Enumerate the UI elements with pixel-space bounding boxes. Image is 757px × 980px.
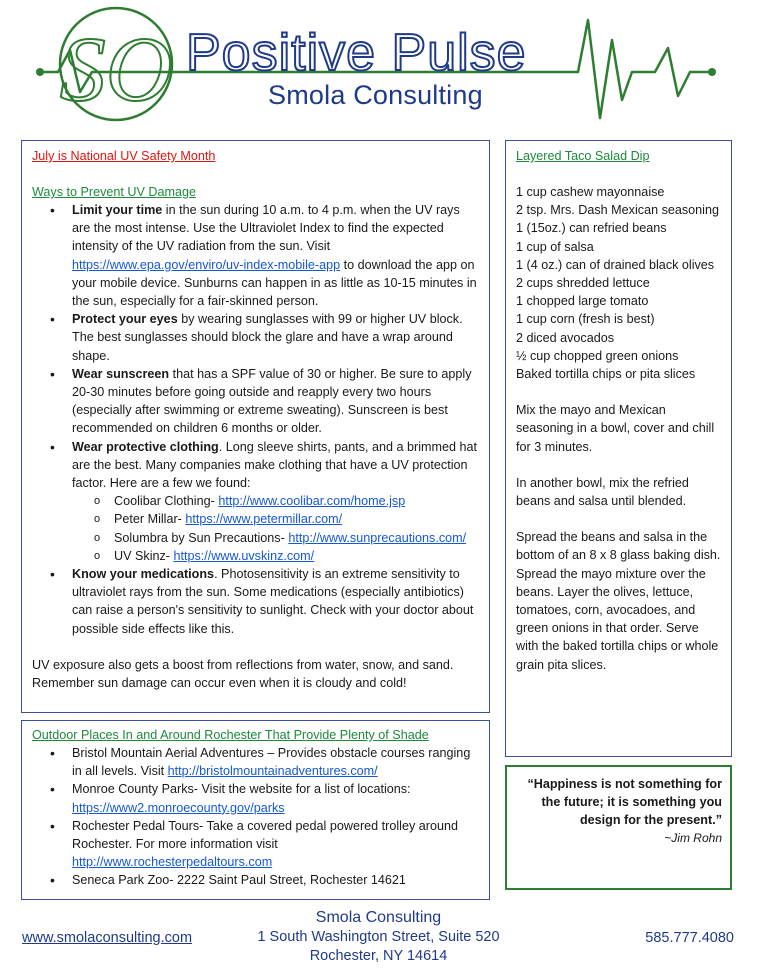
tip-text-after: to download the app on your mobile device. Sunburns can happen in as little as 10-15 minutes in the sun, especially for a fair-skinned person. (72, 257, 477, 309)
outdoor-list (32, 744, 479, 890)
uv-closing: UV exposure also gets a boost from reflections from water, snow, and sand. Remember sun damage can occur even when it is cloudy and cold! (32, 657, 454, 691)
uv-tip-medications (72, 565, 479, 638)
tip-text: by wearing sunglasses with 99 or higher UV block. The best sunglasses should block the glare and have a wrap around shape. (72, 312, 463, 363)
footer-company: Smola Consulting (315, 909, 442, 926)
footer-address-line1: 1 South Washington Street, Suite 520 (257, 929, 500, 945)
petermillar-link[interactable]: https://www.petermillar.com/ (185, 512, 343, 527)
ingredient: ½ cup chopped green onions (516, 348, 679, 363)
ingredient-list (516, 183, 721, 383)
uv-tip-protect-eyes (72, 310, 479, 365)
ingredient: 1 cup corn (fresh is best) (516, 312, 655, 327)
uv-tip-sunscreen (72, 365, 479, 438)
uv-tip-limit-time (72, 201, 479, 310)
uv-title: July is National UV Safety Month (32, 149, 216, 163)
bristol-link[interactable]: http://bristolmountainadventures.com/ (167, 764, 378, 779)
coolibar-link[interactable]: http://www.coolibar.com/home.jsp (218, 494, 406, 509)
outdoor-item: • Rochester Pedal Tours- Take a covered pedal powered trolley around Rochester. For more information visit http://www.rochesterpedaltours.com (72, 817, 479, 872)
recipe-step: Spread the beans and salsa in the bottom of an 8 x 8 glass baking dish. Spread the mayo mixture over the beans. Layer the olives, lettuce, tomatoes, corn, avocadoes, and green onions in that order. Serve with the baked tortilla chips or whole grain pita slices. (516, 530, 721, 672)
ingredient: 1 cup cashew mayonnaise (516, 185, 665, 199)
uv-subtitle: Ways to Prevent UV Damage (32, 185, 197, 199)
ingredient: 1 (15oz.) can refried beans (516, 221, 667, 236)
tip-heading: Limit your time (72, 203, 163, 217)
ingredient: 2 tsp. Mrs. Dash Mexican seasoning (516, 203, 719, 218)
uv-tip-clothing (72, 438, 479, 565)
outdoor-item: • Monroe County Parks- Visit the website for a list of locations: https://www2.monroecounty.gov/parks (72, 780, 479, 816)
footer-phone: 585.777.4080 (645, 930, 734, 946)
uv-safety-section (21, 140, 490, 713)
logo-subtitle: Smola Consulting (268, 80, 483, 110)
outdoor-title: Outdoor Places In and Around Rochester That Provide Plenty of Shade (32, 728, 429, 742)
outdoor-section (21, 720, 490, 900)
recipe-step: In another bowl, mix the refried beans and salsa until blended. (516, 475, 689, 509)
quote-author: ~Jim Rohn (664, 831, 722, 845)
tip-text: that has a SPF value of 30 or higher. Be sure to apply 20-30 minutes before going outside and reapply every two hours (especially after swimming or extreme sweating). Sunscreen is best recommended on children 6 months or older. (72, 366, 472, 436)
outdoor-item: • Bristol Mountain Aerial Adventures – Provides obstacle courses ranging in all levels. Visit http://bristolmountainadventures.com/ (72, 744, 479, 780)
pulse-dot-left (36, 68, 44, 76)
tip-text: . Long sleeve shirts, pants, and a brimmed hat are the best. Many companies make clothing that have a UV protection factor. Here are a few we found: (72, 439, 478, 491)
monroe-parks-link[interactable]: https://www2.monroecounty.gov/parks (72, 800, 285, 815)
recipe-section (505, 140, 732, 757)
footer-website-link[interactable]: www.smolaconsulting.com (22, 930, 193, 946)
tip-text: . Photosensitivity is an extreme sensitivity to ultraviolet rays from the sun. Some medications (especially antibiotics) can raise a person's sensitivity to sunlight. Check with your doctor about possible side effects like this. (72, 567, 474, 636)
brand-item: o Peter Millar- https://www.petermillar.com/ (114, 510, 479, 528)
sunprecautions-link[interactable]: http://www.sunprecautions.com/ (288, 530, 467, 545)
logo-text: Positive Pulse (186, 24, 527, 82)
quote-text: “Happiness is not something for the future; it is something you design for the present.” (527, 777, 722, 827)
tip-heading: Wear sunscreen (72, 366, 170, 381)
quote-box (505, 765, 732, 890)
ingredient: 2 cups shredded lettuce (516, 276, 650, 291)
tip-text: in the sun during 10 a.m. to 4 p.m. when the UV rays are the most intense. Use the Ultraviolet Index to find the expected intensity of the UV radiation from the sun. Visit (72, 203, 460, 254)
logo (0, 0, 757, 135)
pulse-dot-right (708, 68, 716, 76)
footer-address-line2: Rochester, NY 14614 (309, 948, 448, 964)
uv-tips-list (32, 201, 479, 638)
header (0, 0, 757, 135)
recipe-title: Layered Taco Salad Dip (516, 149, 650, 163)
brand-item: o UV Skinz- https://www.uvskinz.com/ (114, 547, 479, 565)
ingredient: 1 cup of salsa (516, 239, 594, 254)
ingredient: 2 diced avocados (516, 330, 615, 345)
tip-heading: Protect your eyes (72, 312, 178, 327)
brand-item: o Solumbra by Sun Precautions- http://www.sunprecautions.com/ (114, 529, 479, 547)
ingredient: Baked tortilla chips or pita slices (516, 367, 696, 382)
tip-heading: Wear protective clothing (72, 439, 219, 454)
logo-monogram: SO (59, 18, 173, 120)
recipe-step: Mix the mayo and Mexican seasoning in a bowl, cover and chill for 3 minutes. (516, 403, 715, 454)
epa-link[interactable]: https://www.epa.gov/enviro/uv-index-mobile-app (72, 257, 341, 272)
brand-item: o Coolibar Clothing- http://www.coolibar.com/home.jsp (114, 492, 479, 510)
pedal-tours-link[interactable]: http://www.rochesterpedaltours.com (72, 855, 273, 870)
ingredient: 1 (4 oz.) can of drained black olives (516, 257, 715, 272)
outdoor-item: • Seneca Park Zoo- 2222 Saint Paul Street, Rochester 14621 (72, 871, 479, 889)
uvskinz-link[interactable]: https://www.uvskinz.com/ (173, 548, 315, 563)
brand-list (72, 492, 479, 565)
ingredient: 1 chopped large tomato (516, 294, 649, 309)
tip-heading: Know your medications (72, 567, 215, 582)
